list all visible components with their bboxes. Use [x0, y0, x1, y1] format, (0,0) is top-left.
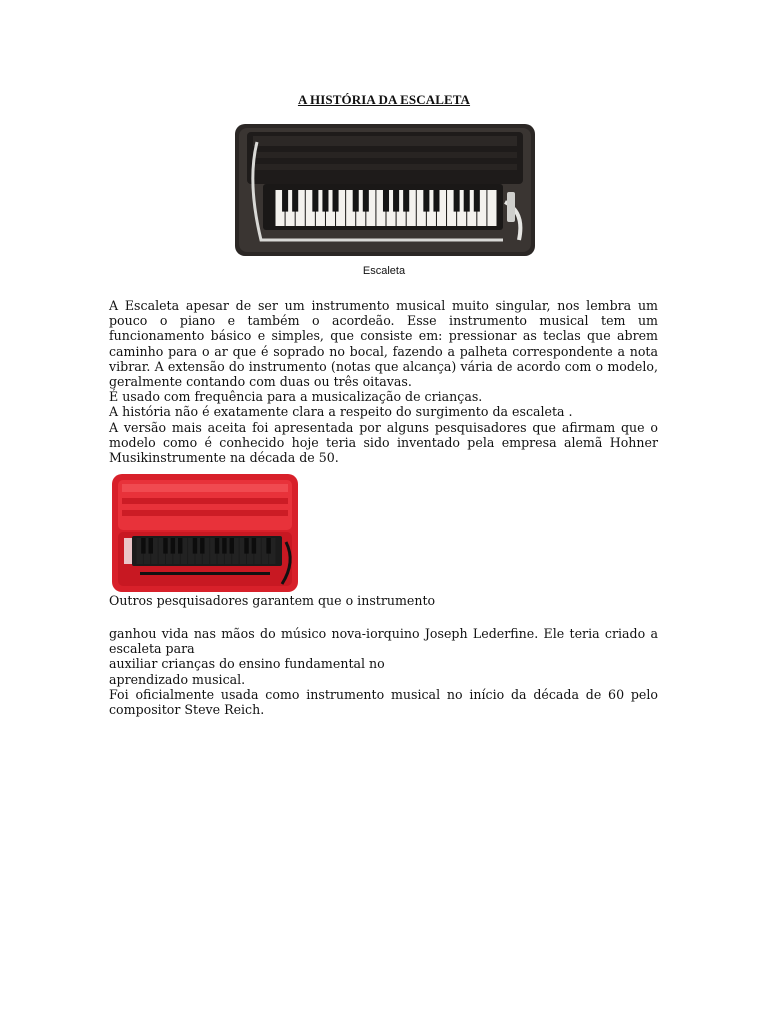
paragraph: ganhou vida nas mãos do músico nova-iorquino Joseph Lederfine. Ele teria criado a escaleta para — [109, 626, 658, 657]
black-key — [423, 190, 429, 212]
black-key — [292, 190, 298, 212]
black-key — [193, 538, 197, 554]
black-key — [149, 538, 153, 554]
white-key — [487, 190, 496, 226]
black-key — [312, 190, 318, 212]
black-key — [363, 190, 369, 212]
black-key — [383, 190, 389, 212]
black-key — [178, 538, 182, 554]
paragraph: A história não é exatamente clara a respeito do surgimento da escaleta . — [109, 404, 573, 420]
black-key — [393, 190, 399, 212]
black-key — [433, 190, 439, 212]
document-title: A HISTÓRIA DA ESCALETA — [297, 92, 471, 107]
melodica-black-case-image — [233, 122, 537, 258]
paragraph: É usado com frequência para a musicalização de crianças. — [109, 389, 483, 405]
text-block-1 — [109, 298, 658, 465]
black-key — [141, 538, 145, 554]
text-block-3 — [109, 626, 658, 717]
black-key — [322, 190, 328, 212]
black-key — [222, 538, 226, 554]
black-key — [464, 190, 470, 212]
black-key — [200, 538, 204, 554]
black-key — [244, 538, 248, 554]
paragraph: Foi oficialmente usada como instrumento musical no início da década de 60 pelo compositor Steve Reich. — [109, 686, 658, 718]
black-key — [163, 538, 167, 554]
paragraph: Outros pesquisadores garantem que o instrumento — [109, 593, 436, 608]
melodica-red-case-image — [110, 472, 300, 594]
black-key — [282, 190, 288, 212]
black-key — [353, 190, 359, 212]
black-key — [474, 190, 480, 212]
black-key — [252, 538, 256, 554]
black-key — [230, 538, 234, 554]
black-key — [215, 538, 219, 554]
black-key — [266, 538, 270, 554]
black-key — [454, 190, 460, 212]
paragraph: A Escaleta apesar de ser um instrumento musical muito singular, nos lembra um pouco o piano e também o acordeão. Esse instrumento musical tem um funcionamento básico e simples, que consiste em: pressionar as teclas que abrem caminho para o ar que é soprado no bocal, fazendo a palheta correspondente a nota vibrar. A extensão do instrumento (notas que alcança) vária de acordo com o modelo, geralmente contando com duas ou três oitavas. — [109, 298, 658, 390]
figure-caption: Escaleta — [362, 265, 406, 277]
black-key — [403, 190, 409, 212]
black-key — [171, 538, 175, 554]
paragraph: aprendizado musical. — [109, 671, 246, 687]
text-block-2 — [109, 593, 658, 608]
black-key — [333, 190, 339, 212]
paragraph: auxiliar crianças do ensino fundamental no — [109, 656, 385, 672]
paragraph: A versão mais aceita foi apresentada por alguns pesquisadores que afirmam que o modelo como é conhecido hoje teria sido inventado pela empresa alemã Hohner Musikinstrumente na década de 50. — [109, 419, 658, 466]
